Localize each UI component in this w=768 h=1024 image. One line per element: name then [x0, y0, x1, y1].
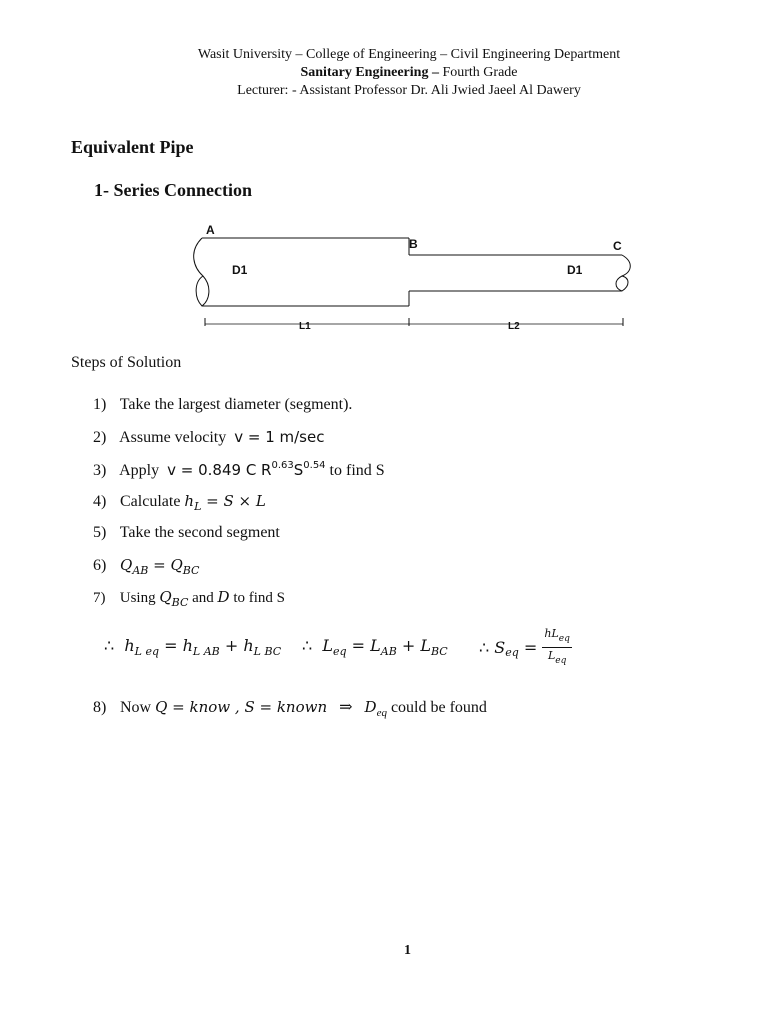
f-plus: + h	[219, 636, 254, 655]
step-text: Calculate	[120, 493, 181, 510]
f-l: L	[322, 636, 333, 655]
velocity-equation: v = 1 m/sec	[234, 428, 325, 446]
eq-sub: L	[194, 500, 202, 513]
separator: ,	[230, 698, 245, 716]
f-eq: = h	[159, 636, 193, 655]
formula-length-sum	[302, 636, 448, 658]
therefore-symbol: ∴	[104, 636, 115, 655]
step-8	[93, 697, 487, 719]
step-number: 8)	[93, 699, 107, 716]
pipe-left-break	[194, 238, 209, 306]
hazen-williams-equation	[167, 461, 325, 479]
f-sub: L AB	[192, 645, 220, 658]
fraction-numerator	[542, 626, 571, 648]
step-text: Apply	[119, 462, 160, 479]
eq-sub-ab: AB	[132, 564, 149, 577]
therefore-symbol: ∴	[479, 638, 490, 657]
f-sub: eq	[505, 646, 519, 659]
header-institution: Wasit University – College of Engineering – Civil Engineering Department	[197, 47, 621, 62]
eq-h: h	[184, 492, 195, 510]
f-eq: = L	[346, 636, 381, 655]
formula-equivalent-slope	[479, 626, 572, 669]
fraction-denominator	[542, 648, 571, 669]
step-7	[93, 588, 285, 609]
step-text: Take the second segment	[119, 524, 280, 541]
step-text: Now	[120, 699, 152, 716]
header-course-name: Sanitary Engineering –	[300, 65, 439, 80]
f-plus: + L	[396, 636, 431, 655]
step-6	[93, 556, 199, 577]
length-label-l1: L1	[299, 321, 311, 332]
implies-arrow: ⇒	[335, 699, 357, 716]
equivalent-diameter: D	[364, 698, 377, 716]
eq-sub: eq	[376, 707, 387, 719]
step-5	[93, 524, 280, 542]
step-3	[93, 460, 385, 480]
step-tail: to find S	[229, 590, 286, 606]
step-tail: could be found	[386, 699, 487, 716]
step-mid: and	[188, 590, 218, 606]
diameter-symbol: D	[217, 588, 230, 606]
step-text: Using	[119, 590, 156, 606]
therefore-symbol: ∴	[302, 636, 313, 655]
step-number: 1)	[93, 396, 107, 413]
step-number: 6)	[93, 557, 107, 574]
den-text: L	[547, 649, 556, 662]
slope-known: S = known	[244, 698, 328, 716]
head-loss-equation	[184, 492, 266, 513]
f-sub: AB	[380, 645, 397, 658]
step-number: 2)	[93, 429, 107, 446]
length-label-l2: L2	[508, 321, 520, 332]
eq-s: S	[293, 461, 304, 479]
num-text: hL	[544, 627, 559, 640]
f-h: h	[124, 636, 135, 655]
eq-q: Q	[159, 588, 172, 606]
flow-known: Q = know	[155, 698, 231, 716]
eq-q: Q	[120, 556, 133, 574]
f-s: S	[494, 638, 506, 657]
f-sub: L eq	[134, 645, 160, 658]
eq-exponent-r: 0.63	[271, 460, 294, 471]
pipe-right-break	[616, 255, 630, 291]
flow-continuity-equation	[120, 556, 200, 577]
eq-sub-bc: BC	[171, 596, 189, 609]
header-course-grade: Fourth Grade	[438, 65, 518, 80]
step-1	[93, 396, 352, 414]
step-tail: to find S	[325, 462, 385, 479]
f-sub: L BC	[253, 645, 282, 658]
den-sub: eq	[555, 656, 567, 666]
step-number: 3)	[93, 462, 107, 479]
step-text: Take the largest diameter (segment).	[119, 396, 353, 413]
eq-exponent-s: 0.54	[303, 460, 326, 471]
step-number: 7)	[93, 590, 106, 606]
f-sub: BC	[430, 645, 448, 658]
step-2	[93, 428, 324, 447]
series-pipe-diagram	[0, 220, 768, 340]
step-number: 5)	[93, 524, 107, 541]
section-title: 1- Series Connection	[94, 180, 252, 200]
steps-heading: Steps of Solution	[71, 354, 182, 371]
f-sub: eq	[332, 645, 347, 658]
point-label-b: B	[409, 237, 418, 251]
diameter-label-left: D1	[232, 263, 248, 277]
num-sub: eq	[558, 634, 570, 644]
header-lecturer: Lecturer: - Assistant Professor Dr. Ali Jwied Jaeel Al Dawery	[237, 83, 581, 98]
f-eq: =	[518, 638, 538, 657]
diameter-label-right: D1	[567, 263, 583, 277]
flow-symbol	[159, 588, 189, 609]
formula-head-loss-sum	[104, 636, 281, 658]
eq-rest: = S × L	[201, 492, 266, 510]
eq-main: v = 0.849 C R	[167, 461, 272, 479]
point-label-c: C	[613, 239, 622, 253]
page-number: 1	[404, 943, 411, 958]
page-title: Equivalent Pipe	[71, 137, 194, 157]
eq-sub-bc: BC	[182, 564, 200, 577]
point-label-a: A	[206, 223, 215, 237]
slope-fraction	[542, 626, 571, 669]
eq-mid: = Q	[148, 556, 183, 574]
step-number: 4)	[93, 493, 107, 510]
header-course	[0, 64, 768, 82]
step-4	[93, 492, 266, 513]
step-text: Assume velocity	[119, 429, 227, 446]
